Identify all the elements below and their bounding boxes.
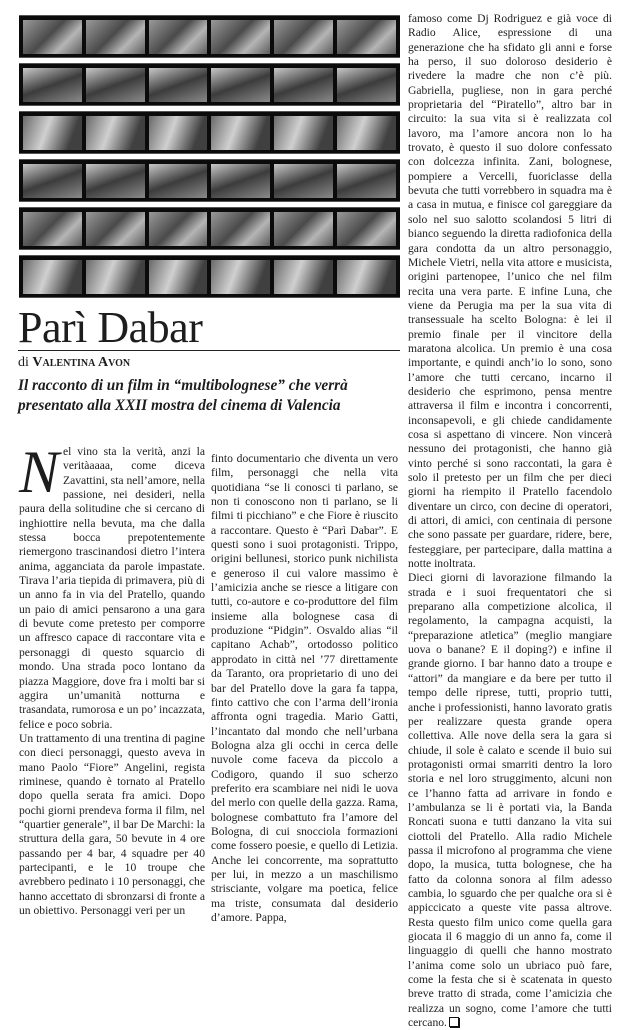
film-frame <box>23 164 82 198</box>
film-strip <box>19 63 400 106</box>
film-frame <box>211 68 270 102</box>
film-frame <box>211 164 270 198</box>
film-strip <box>19 111 400 154</box>
film-frame <box>23 260 82 294</box>
article-subtitle: Il racconto di un film in “multibolognese” che verrà presentato alla XXII mostra del cinema di Valencia <box>18 377 348 414</box>
film-frame <box>86 212 145 246</box>
film-frame <box>23 68 82 102</box>
film-frame <box>274 260 333 294</box>
film-frame <box>274 164 333 198</box>
film-frame <box>86 20 145 54</box>
body-column-2 <box>211 452 398 925</box>
film-strip <box>19 159 400 202</box>
paragraph: el vino sta la verità, anzi la veritàaaaa, come diceva Zavattini, sta nell’amore, nella passione, nei desideri, nella paura della solitudine che si cercano di inghiottire nella bevuta, ma che dalla stessa bocca prepotentemente riemergono trascinandosi dietro l’intera anima, agganciata da parole impastate. Tirava l’aria tiepida di primavera, più di un anno fa in via del Pratello, quando un paio di amici pensarono a una gara di bevute come pretesto per comporre un affresco capace di raccontare vita e personaggi di questo squarcio di mondo. Una strada poco lontano da piazza Maggiore, dove fra i molti bar si aggira un’umanità notturna e trasandata, rumorosa e un po’ incazzata, felice e poco sobria. <box>19 445 205 731</box>
film-frame <box>337 116 396 150</box>
title-divider <box>18 350 400 351</box>
film-frame <box>149 164 208 198</box>
film-frame <box>274 212 333 246</box>
film-frame <box>337 260 396 294</box>
byline-prefix: di <box>18 355 29 370</box>
film-frame <box>274 68 333 102</box>
paragraph-text: Dieci giorni di lavorazione filmando la strada e i suoi frequentatori che si preparano alla competizione alcolica, il regolamento, la campagna acquisti, la “preparazione atletica” (meglio mangiare uova o banane? E il doping?) e infine il grande giorno. I bar hanno dato a troupe e “attori” da mangiare e da bere per tutto il tempo delle riprese, tutti, proprio tutti, anche i professionisti, hanno lavorato gratis per realizzare questa grande opera collettiva. Alle nove della sera la gara si chiude, il sole è calato e scende il buio sui protagonisti ormai smarriti dentro la loro storia e nel loro struggimento, alcuni non ce l’hanno fatta ad arrivare in fondo e l’ambulanza se li è portati via, la Banda Roncati suona e tutti danzano la vita sui ciottoli del Pratello. Alla radio Michele passa il microfono al programma che viene dopo, la musica, tutta bolognese, che ha fatto da colonna sonora al film adesso cambia, lo sguardo che per qualche ora si è appiccicato a queste vite passa altrove. Resta questo film unico come quella gara giocata il 6 maggio di un anno fa, come il linguaggio di quelli che hanno mostrato l’anima come solo un ubriaco può fare, come la festa che si è scatenata in questo breve tratto di strada, come l’amicizia che realizza un sogno, come l’amore che tutti cercano. <box>408 571 612 1030</box>
paragraph: Un trattamento di una trentina di pagine con dieci personaggi, questo aveva in mano Paolo “Fiore” Angelini, regista riminese, quando è tornato al Pratello dopo quella serata fra amici. Dopo pochi giorni prendeva forma il film, nel “quartier generale”, il bar De Marchi: la struttura della gara, 50 bevute in 4 ore passando per 4 bar, 4 squadre per 40 partecipanti, e le 10 troupe che avrebbero pedinato i 10 personaggi, che hanno accettato di sbronzarsi di fronte a un obiettivo. Personaggi veri per un <box>19 731 205 917</box>
film-frame <box>211 20 270 54</box>
film-frame <box>149 212 208 246</box>
paragraph: famoso come Dj Rodriguez e già voce di Radio Alice, espressione di una generazione che ha sfidato gli anni e forse ha perso, il suo doloroso desiderio è rivedere la madre che non c’è più. Gabriella, pugliese, non in gara perché proprietaria del “Piratello”, altro bar in circuito: la sua vita si è realizzata col lavoro, ma l’amore ancora non lo ha trovato, è questo il suo dolore confessato con dolcezza infinita. Zani, bolognese, pompiere a Vercelli, fuoriclasse della bevuta che tutti vorrebbero in squadra ma è a casa in mutua, e finisce col gareggiare da solo nel suo salotto scolandosi 5 litri di bianco seguendo la diretta radiofonica della gara condotta da un altro personaggio, Michele Vietri, nella vita attore e musicista, origini partenopee, l’unico che nel film recita una vera parte. E infine Luna, che viene da Perugia ma per la sua vita di transessuale ha scelto Bologna: è lei il premio finale per il vincitore della maratona alcolica. Un premio è una cosa importante, e quindi anch’io lo sono, sono l’amore che tutti cercano, incarno il desiderio che esprimono, pensa mentre attraversa il film e incontra i concorrenti, inconsapevoli, e gli chiede candidamente cosa si aspettano di vincere. Non vincerà nessuno dei protagonisti, che hanno già vinto perché si sono raccontati, la gara è solo il pretesto per un film che per dieci giorni ha riempito il Pratello facendolo diventare un circo, con decine di operatori, di attori, di amici, con centinaia di persone che sono passate per guardare, ridere, bere, festeggiare, per partecipare, dalla mattina a notte inoltrata. <box>408 12 612 571</box>
film-strip <box>19 255 400 298</box>
film-frame <box>211 260 270 294</box>
film-frame <box>149 260 208 294</box>
end-of-article-icon <box>449 1017 459 1027</box>
film-frame <box>149 116 208 150</box>
film-frame <box>23 116 82 150</box>
film-frame <box>86 116 145 150</box>
body-column-3 <box>408 12 612 1030</box>
film-frame <box>211 212 270 246</box>
film-frame <box>23 20 82 54</box>
film-strip <box>19 15 400 58</box>
film-frame <box>86 260 145 294</box>
body-column-1 <box>19 439 205 918</box>
film-frame <box>337 20 396 54</box>
film-frame <box>23 212 82 246</box>
paragraph-final <box>408 571 612 1030</box>
drop-cap: N <box>19 439 60 505</box>
film-frame <box>149 20 208 54</box>
film-frame <box>274 116 333 150</box>
film-frame <box>149 68 208 102</box>
film-frame <box>337 164 396 198</box>
paragraph: finto documentario che diventa un vero film, personaggi che nella vita quotidiana “se li conosci ti parlano, se non ti conoscono non ti parlano, se li filmi ti picchiano” e che Fiore è riuscito a raccontare. Questo è “Parì Dabar”. E questi sono i suoi protagonisti. Trippo, origini bellunesi, storico punk nichilista e generoso il cui valore massimo è l’amicizia anche se riesce a litigare con tutti, co-autore e co-produttore del film insieme alla bolognese casa di produzione “Pidgin”. Osvaldo alias “il capitano Achab”, ortodosso politico approdato in città nel ’77 direttamente da Taranto, ora proprietario di uno dei bar del Pratello dove la gara fa tappa, finto cattivo che con l’arma dell’ironia affronta ogni tragedia. Mario Gatti, l’incantato dal mondo che nell’urbana Bologna alza gli occhi in cerca delle nuvole come faceva da piccolo a Codigoro, quando il suo scherzo preferito era scambiare nei nidi le uova del merlo con quelle della gazza. Rama, bolognese combattuto fra l’amore del Bologna, di cui snocciola formazioni come fossero poesie, e quello di Letizia. Anche lei concorrente, ma soprattutto per lui, in mezzo a un maschilismo strisciante, volgare ma poetica, felice ma triste, consumata dal desiderio d’amore. Pappa, <box>211 452 398 924</box>
film-frame <box>274 20 333 54</box>
article-title: Parì Dabar <box>18 303 203 352</box>
film-frame <box>337 68 396 102</box>
film-frame <box>337 212 396 246</box>
film-frame <box>86 68 145 102</box>
byline <box>18 355 130 371</box>
film-strip <box>19 207 400 250</box>
film-frame <box>86 164 145 198</box>
film-frame <box>211 116 270 150</box>
author-name: Valentina Avon <box>32 355 131 370</box>
film-strip-gallery <box>19 15 400 303</box>
